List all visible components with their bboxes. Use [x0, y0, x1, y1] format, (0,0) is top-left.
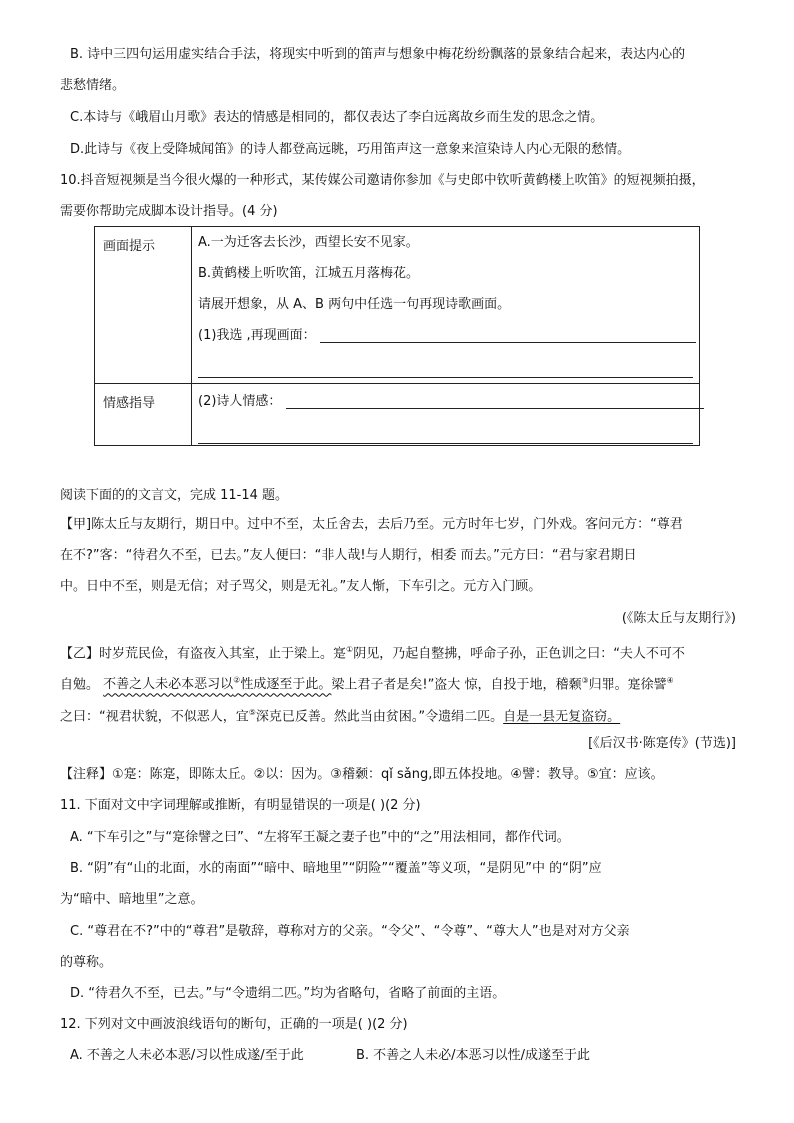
- q11-option-d: D. “待君久不至，已去。”与“令遗绢二匹。”均为省略句，省略了前面的主语。: [70, 986, 506, 1001]
- q11-option-c-line1: C. “尊君在不?”中的“尊君”是敬辞，尊称对方的父亲。“令父”、“令尊”、“尊大人”也是对对方父亲: [70, 924, 630, 939]
- yi-line2-text-a: 自勉。: [60, 677, 100, 693]
- passage-yi-line1: [60, 640, 685, 664]
- passage-jia-line2: 在不?”客：“待君久不至，已去。”友人便曰：“非人哉!与人期行，相委 而去。”元方曰：“君与家君期日: [60, 548, 637, 563]
- footnote-marker-4: ④: [666, 676, 674, 685]
- yi-line3-text-b: 深克已反善。然此当由贫困。”令遗绢二匹。: [255, 709, 504, 725]
- yi-line2-text-b: 梁上君子者是矣!”盗大 惊，自投于地，稽颡: [331, 677, 582, 693]
- footnote-marker-1: ①: [346, 645, 354, 654]
- yi-line2-text-c: 归罪。寔徐譬: [588, 677, 667, 693]
- poem-line-b: B.黄鹤楼上听吹笛，江城五月落梅花。: [198, 266, 420, 281]
- underlined-sentence: 自是一县无复盗窃。: [503, 709, 621, 725]
- annotation-notes: 【注释】①寔：陈寔，即陈太丘。②以：因为。③稽颡：qǐ sǎng,即五体投地。④譬：教导。⑤宜：应该。: [60, 767, 664, 782]
- q9-option-b-line2: 悲愁情绪。: [60, 78, 126, 93]
- passage-yi-line3: [60, 703, 620, 727]
- poem-line-a: A.一为迁客去长沙，西望长安不见家。: [198, 235, 419, 250]
- reading-intro: 阅读下面的的文言文，完成 11-14 题。: [60, 488, 289, 503]
- scene-instruction: 请展开想象，从 A、B 两句中任选一句再现诗歌画面。: [198, 297, 511, 312]
- q12-option-b: B. 不善之人未必/本恶习以性/成遂至于此: [356, 1048, 590, 1063]
- passage-yi-source: [《后汉书·陈寔传》(节选)]: [588, 736, 736, 751]
- footnote-marker-3: ③: [581, 676, 589, 685]
- yi-line1-text-b: 阴见，乃起自整拂，呼命子孙，正色训之曰：“夫人不可不: [353, 646, 685, 662]
- answer-blank-2[interactable]: [286, 394, 704, 409]
- q11-option-b-line2: 为“暗中、暗地里”之意。: [60, 892, 204, 907]
- script-design-table: [94, 226, 700, 446]
- answer-prompt-1: (1)我选 ,再现画面：: [198, 328, 316, 343]
- passage-jia-line1: 【甲]陈太丘与友期行，期日中。过中不至，太丘舍去，去后乃至。元方时年七岁，门外戏。客问元方：“尊君: [60, 517, 683, 532]
- answer-blank-2b[interactable]: [198, 417, 693, 444]
- footnote-marker-5: ⑤: [248, 708, 256, 717]
- footnote-marker-2: ②: [233, 676, 241, 685]
- wavy-text-b: 性成逐至于此。: [240, 677, 332, 693]
- q9-option-c: C.本诗与《峨眉山月歌》表达的情感是相同的，都仅表达了李白远离故乡而生发的思念之情。: [70, 110, 604, 125]
- passage-jia-line3: 中。日中不至，则是无信；对子骂父，则是无礼。”友人惭，下车引之。元方入门顾。: [60, 579, 542, 594]
- answer-prompt-2: (2)诗人情感：: [198, 394, 282, 409]
- wavy-text-a: 不善之人未必本恶习以: [103, 677, 234, 693]
- q11-option-b-line1: B. “阴”有“山的北面，水的南面”“暗中、暗地里”“阴险”“覆盖”等义项，“是阴见”中 的“阴”应: [70, 861, 602, 876]
- q11-option-a: A. “下车引之”与“寔徐譬之曰”、“左将军王凝之妻子也”中的“之”用法相同，都作代词。: [70, 830, 570, 845]
- q11-stem: 11. 下面对文中字词理解或推断，有明显错误的一项是( )(2 分): [60, 798, 421, 813]
- scene-cell: [192, 227, 700, 384]
- yi-line1-text-a: 【乙】时岁荒民俭，有盗夜入其室，止于梁上。寔: [60, 646, 347, 662]
- q9-option-b-line1: B. 诗中三四句运用虚实结合手法，将现实中听到的笛声与想象中梅花纷纷飘落的景象结合起来，表达内心的: [70, 47, 686, 62]
- passage-jia-source: (《陈太丘与友期行》): [621, 611, 736, 626]
- emotion-cell: [192, 384, 700, 446]
- q11-option-c-line2: 的尊称。: [60, 955, 113, 970]
- answer-blank-1b[interactable]: [198, 351, 693, 378]
- answer-line-1: [192, 320, 699, 351]
- row-label-emotion: 情感指导: [95, 384, 192, 446]
- yi-line3-text-a: 之曰：“视君状貌，不似恶人，宜: [60, 709, 249, 725]
- answer-blank-1[interactable]: [320, 328, 696, 343]
- q12-stem: 12. 下列对文中画波浪线语句的断句，正确的一项是( )(2 分): [60, 1017, 408, 1032]
- q9-option-d: D.此诗与《夜上受降城闻笛》的诗人都登高远眺，巧用笛声这一意象来渲染诗人内心无限的愁情。: [70, 142, 631, 157]
- answer-line-2: [192, 386, 699, 417]
- q12-option-a: A. 不善之人未必本恶/习以性成遂/至于此: [70, 1048, 304, 1063]
- wavy-underlined-sentence: [103, 677, 331, 692]
- q10-stem-line2: 需要你帮助完成脚本设计指导。(4 分): [60, 204, 278, 219]
- q10-stem-line1: 10.抖音短视频是当今很火爆的一种形式，某传媒公司邀请你参加《与史郎中钦听黄鹤楼上吹笛》的短视频拍摄，: [60, 173, 705, 188]
- passage-yi-line2: [60, 671, 674, 695]
- row-label-scene: 画面提示: [95, 227, 192, 384]
